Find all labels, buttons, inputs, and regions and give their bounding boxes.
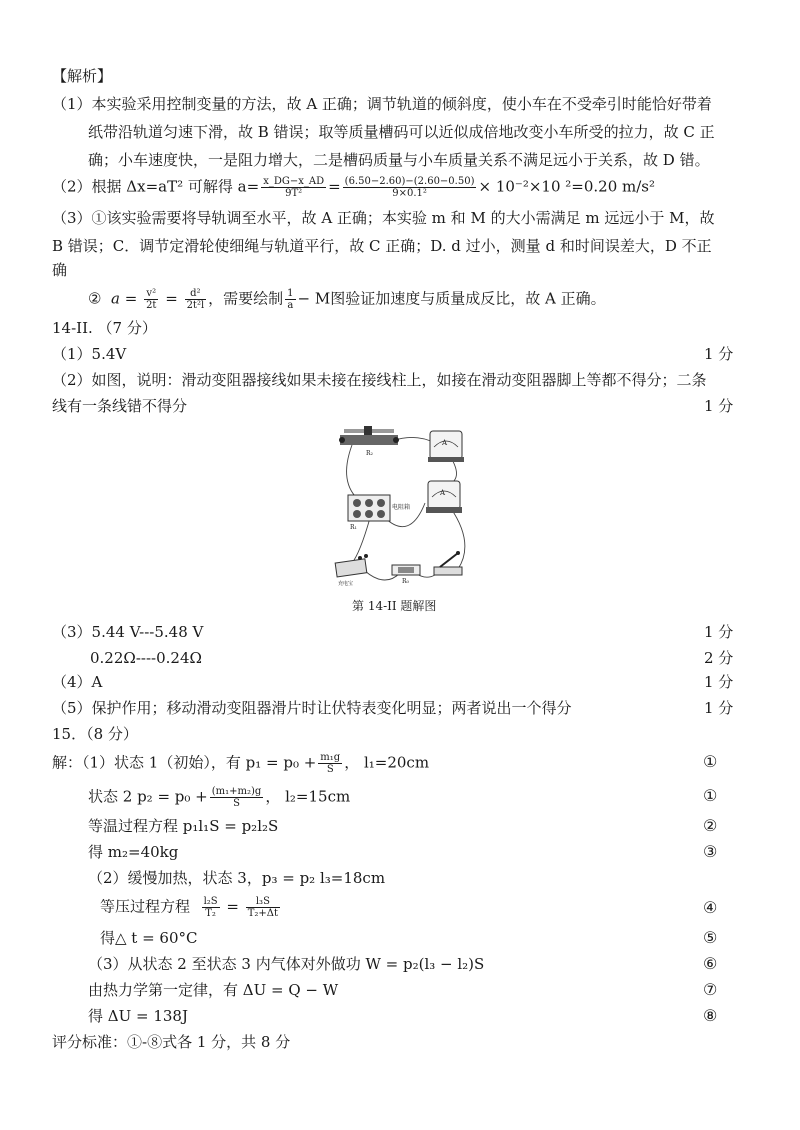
q15-step-1: 解：（1）状态 1（初始），有 p₁ = p₀ + $\frac{\text{m₁g}}{S}$ ， l₁=20cm xyxy=(52,752,430,775)
q14-answer-1-points: 1 分 xyxy=(704,345,734,363)
q15-title: 15．（8 分） xyxy=(52,725,138,743)
resistance-box-r1 xyxy=(348,495,390,521)
fraction: $\frac{\text{v²}}{2t}$ xyxy=(146,288,157,311)
q15-step-8: （3）从状态 2 至状态 3 内气体对外做功 W = p₂(l₃ − l₂)S xyxy=(88,955,485,973)
q14-answer-4: （4）A xyxy=(52,673,103,691)
q15-step-5: （2）缓慢加热，状态 3，p₃ = p₂ l₃=18cm xyxy=(88,869,386,887)
q15-mark-2: ① xyxy=(703,786,718,805)
analysis-p2-suffix: × 10⁻²×10 ²=0.20 m/s² xyxy=(478,177,655,196)
q14-title: 14-II. （7 分） xyxy=(52,319,157,337)
label-power-bank: 充电宝 xyxy=(338,581,354,587)
fraction: $\frac{\text{(m₁+m₂)g}}{S}$ xyxy=(211,786,262,809)
label-resistance-box: 电阻箱 xyxy=(392,504,411,511)
q15-scoring: 评分标准：①-⑧式各 1 分，共 8 分 xyxy=(52,1033,291,1051)
q14-answer-2-line2: 线有一条线错不得分 xyxy=(52,397,188,415)
fraction: $\frac{x\_DG-x\_AD}{\text{9T²}}$ xyxy=(263,176,325,199)
q15-step-9: 由热力学第一定律，有 ΔU = Q − W xyxy=(88,981,339,999)
q15-mark-8: ⑦ xyxy=(703,980,718,999)
analysis-heading: 【解析】 xyxy=(52,67,113,85)
analysis-p1-line1: （1）本实验采用控制变量的方法，故 A 正确；调节轨道的倾斜度，使小车在不受牵引时能恰好带着 xyxy=(52,95,712,113)
switch xyxy=(434,551,462,575)
analysis-p2: （2）根据 Δx=aT² 可解得 a= $\frac{x\_DG-x\_AD}{\text{9T²}}$ = $\frac{(6.50-2.60)-(2.60-0.50)}{\text{9×0.1²}}$ × 10⁻²×10 ²=0.20 m/s² xyxy=(52,176,655,199)
label-ammeter-middle: A xyxy=(440,489,446,497)
q14-answer-3-points-1: 1 分 xyxy=(704,623,734,641)
figure-caption: 第 14-II 题解图 xyxy=(352,599,437,613)
label-r1: R₁ xyxy=(350,524,357,531)
q15-step-6: 等压过程方程 $\frac{\text{l₂S}}{\text{T₂}}$ = $\frac{\text{l₃S}}{\text{T₂+Δt}}$ xyxy=(100,896,279,919)
q15-mark-1: ① xyxy=(703,752,718,771)
label-ammeter-top: A xyxy=(442,439,448,447)
fraction: $\frac{\text{l₂S}}{\text{T₂}}$ xyxy=(203,896,218,919)
q14-answer-3-line2: 0.22Ω----0.24Ω xyxy=(90,649,202,667)
power-bank xyxy=(335,554,368,577)
q15-step-2: 状态 2 p₂ = p₀ + $\frac{\text{(m₁+m₂)g}}{S}$ ， l₂=15cm xyxy=(88,786,351,809)
rheostat-r2 xyxy=(339,426,399,445)
q15-mark-9: ⑧ xyxy=(703,1006,718,1025)
q15-mark-6: ⑤ xyxy=(703,928,718,947)
fraction: $\frac{1}{a}$ xyxy=(287,288,294,311)
q15-mark-3: ② xyxy=(703,816,718,835)
analysis-p3-eq: ② a = $\frac{\text{v²}}{2t}$ = $\frac{\text{d²}}{\text{2t²l}}$ ，需要绘制 $\frac{1}{a}$ − M图验证加速度与质量成反比，故 A 正确。 xyxy=(88,288,606,311)
q14-answer-3-points-2: 2 分 xyxy=(704,649,734,667)
fraction: $\frac{(6.50-2.60)-(2.60-0.50)}{\text{9×0.1²}}$ xyxy=(344,176,475,199)
circuit-photo xyxy=(330,423,480,593)
analysis-p3-line3: 确 xyxy=(52,261,68,279)
fraction: $\frac{\text{d²}}{\text{2t²l}}$ xyxy=(186,288,205,311)
q14-answer-2-points: 1 分 xyxy=(704,397,734,415)
q15-mark-7: ⑥ xyxy=(703,954,718,973)
analysis-p2-prefix: （2）根据 Δx=aT² 可解得 a= xyxy=(52,177,260,196)
q14-answer-4-points: 1 分 xyxy=(704,673,734,691)
q14-answer-5: （5）保护作用；移动滑动变阻器滑片时让伏特表变化明显；两者说出一个得分 xyxy=(52,699,572,717)
resistor-r0 xyxy=(392,565,420,575)
q14-answer-1: （1）5.4V xyxy=(52,345,127,363)
q14-answer-3-line1: （3）5.44 V---5.48 V xyxy=(52,623,204,641)
label-r0: R₀ xyxy=(402,578,409,585)
q15-mark-4: ③ xyxy=(703,842,718,861)
analysis-p3-line2: B 错误；C．调节定滑轮使细绳与轨道平行，故 C 正确；D. d 过小，测量 d 和时间误差大，D 不正 xyxy=(52,237,712,255)
label-r2: R₂ xyxy=(366,450,373,457)
analysis-p1-line3: 确；小车速度快，一是阻力增大，二是槽码质量与小车质量关系不满足远小于关系，故 D 错。 xyxy=(88,151,710,169)
q15-step-4: 得 m₂=40kg xyxy=(88,843,179,861)
analysis-p3-line1: （3）①该实验需要将导轨调至水平，故 A 正确；本实验 m 和 M 的大小需满足 m 远远小于 M，故 xyxy=(52,209,715,227)
ammeter-middle xyxy=(426,481,462,513)
fraction: $\frac{\text{m₁g}}{S}$ xyxy=(320,752,341,775)
q15-mark-5: ④ xyxy=(703,898,718,917)
analysis-p1-line2: 纸带沿轨道匀速下滑，故 B 错误；取等质量槽码可以近似成倍地改变小车所受的拉力，故 C 正 xyxy=(88,123,715,141)
q14-answer-2-line1: （2）如图，说明：滑动变阻器接线如果未接在接线柱上，如接在滑动变阻器脚上等都不得分；二条 xyxy=(52,371,707,389)
q15-step-10: 得 ΔU = 138J xyxy=(88,1007,188,1025)
q15-step-3: 等温过程方程 p₁l₁S = p₂l₂S xyxy=(88,817,279,835)
q15-step-7: 得△ t = 60°C xyxy=(100,929,198,947)
fraction: $\frac{\text{l₃S}}{\text{T₂+Δt}}$ xyxy=(247,896,279,919)
q14-answer-5-points: 1 分 xyxy=(704,699,734,717)
